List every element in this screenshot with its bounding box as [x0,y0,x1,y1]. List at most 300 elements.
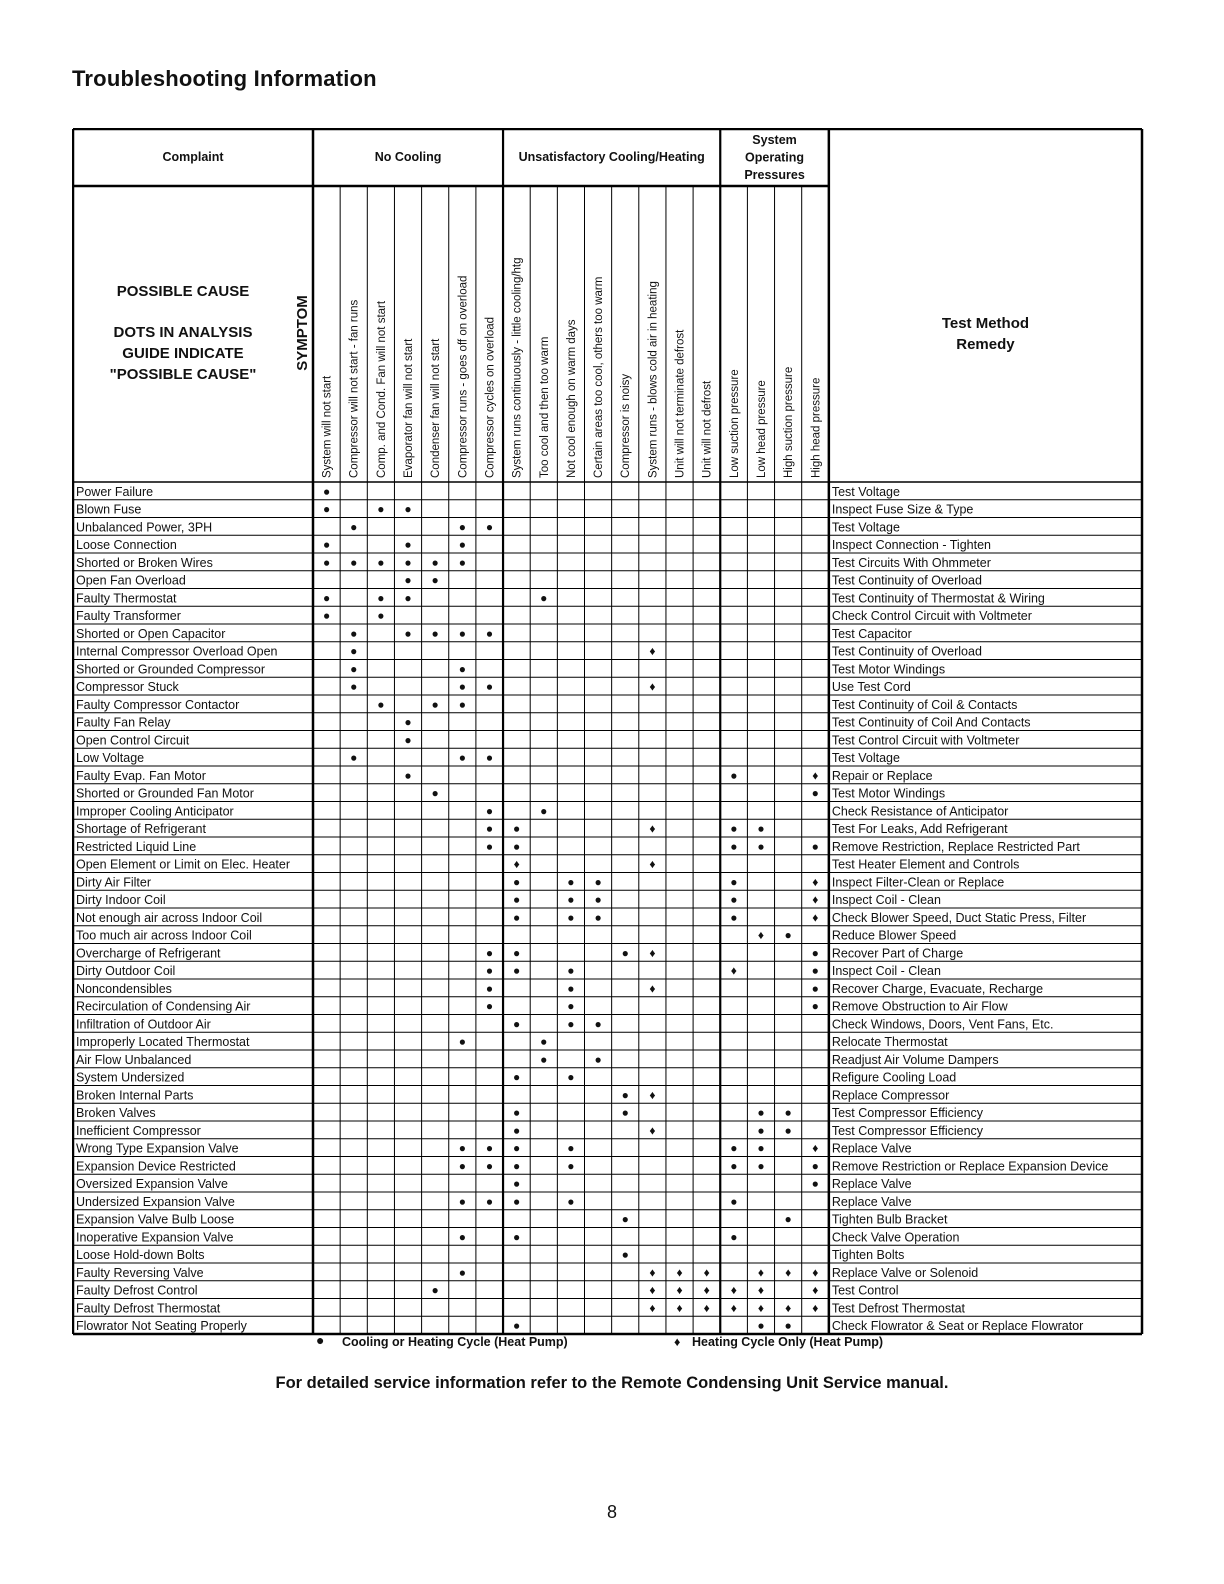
symptom-label: SYMPTOM [294,295,311,371]
symptom-column-label: Unit will not defrost [701,380,714,478]
possible-cause-cell: Inefficient Compressor [76,1123,201,1138]
legend [0,1332,1224,1353]
possible-cause-cell: Too much air across Indoor Coil [76,928,252,943]
diamond-icon: ♦ [812,1141,819,1155]
dot-icon: ● [404,502,412,516]
diamond-icon: ♦ [812,874,819,889]
diamond-icon: ♦ [730,1300,737,1315]
dot-icon: ● [757,1141,765,1155]
dot-icon: ● [621,945,629,960]
diamond-icon: ♦ [649,1265,656,1280]
remedy-cell: Test Continuity of Overload [831,644,982,659]
possible-cause-cell: Faulty Thermostat [76,591,177,606]
remedy-cell: Test Continuity of Coil & Contacts [831,697,1018,712]
dot-icon: ● [404,715,412,729]
diamond-icon: ♦ [812,1265,819,1280]
possible-cause-cell: Oversized Expansion Valve [76,1177,228,1191]
possible-cause-cell: Expansion Device Restricted [76,1159,236,1174]
dot-icon: ● [567,999,575,1013]
complaint-header: Complaint [162,150,224,164]
dot-icon: ● [404,537,412,552]
dot-icon: ● [485,679,494,694]
group-system-pressures: System [752,133,797,147]
possible-cause-cell: Shorted or Open Capacitor [76,626,226,641]
remedy-cell: Test Circuits With Ohmmeter [831,555,991,570]
dot-icon: ● [811,1158,819,1173]
possible-cause-cell: Internal Compressor Overload Open [76,644,278,659]
dot-icon: ● [404,626,412,641]
dot-icon: ● [513,1194,521,1209]
possible-cause-cell: Restricted Liquid Line [76,839,197,854]
possible-cause-cell: Shortage of Refrigerant [76,822,206,836]
remedy-cell: Inspect Connection - Tighten [831,538,991,552]
footer-note: For detailed service information refer to the Remote Condensing Unit Service manual. [275,1374,949,1392]
dot-icon: ● [594,910,602,925]
dot-icon: ● [513,1016,521,1031]
dot-icon: ● [458,519,466,534]
possible-cause-cell: Faulty Compressor Contactor [76,697,240,712]
dot-icon: ● [350,750,358,765]
possible-cause-cell: Dirty Outdoor Coil [76,964,176,978]
dot-icon: ● [513,839,521,854]
dot-icon: ● [594,874,602,889]
dot-icon: ● [458,1265,466,1280]
dot-icon: ● [431,697,439,712]
dot-icon: ● [431,1283,439,1297]
remedy-cell: Repair or Replace [831,768,933,783]
dot-icon: ● [513,1176,521,1191]
dot-icon: ● [540,1052,548,1067]
possible-cause-label: DOTS IN ANALYSIS [113,324,253,341]
dot-icon: ● [350,626,358,641]
remedy-cell: Remove Restriction, Replace Restricted Part [831,839,1080,854]
symptom-column-label: Compressor runs - goes off on overload [457,275,470,478]
diamond-icon: ♦ [785,1265,792,1280]
dot-icon: ● [485,981,494,996]
dot-icon: ● [404,555,412,570]
dot-icon: ● [567,892,575,907]
remedy-cell: Test Control [831,1283,899,1298]
symptom-column-label: High head pressure [810,377,823,478]
symptom-column-label: System will not start [321,375,334,478]
dot-icon: ● [404,573,412,587]
legend-diamond-icon: ♦ [674,1335,681,1349]
dot-icon: ● [513,963,521,978]
dot-icon: ● [757,1123,765,1138]
diamond-icon: ♦ [812,768,819,783]
possible-cause-cell: Shorted or Broken Wires [76,555,213,570]
diamond-icon: ♦ [730,1283,737,1297]
possible-cause-cell: Expansion Valve Bulb Loose [76,1212,235,1227]
diamond-icon: ♦ [812,892,819,907]
remedy-cell: Test Motor Windings [831,662,946,677]
dot-icon: ● [350,555,358,570]
dot-icon: ● [757,1318,765,1333]
dot-icon: ● [730,1229,738,1244]
dot-icon: ● [458,1229,466,1244]
dot-icon: ● [621,1212,629,1226]
remedy-cell: Inspect Coil - Clean [831,964,941,978]
dot-icon: ● [431,786,439,800]
symptom-column-label: Compressor is noisy [620,373,633,478]
dot-icon: ● [350,519,358,534]
possible-cause-cell: Shorted or Grounded Fan Motor [76,786,254,801]
symptom-column-label: System runs - blows cold air in heating [647,281,660,478]
remedy-cell: Remove Obstruction to Air Flow [831,999,1008,1014]
possible-cause-cell: Power Failure [76,484,154,499]
remedy-cell: Check Control Circuit with Voltmeter [831,609,1032,623]
possible-cause-cell: Undersized Expansion Valve [76,1194,235,1209]
remedy-cell: Test Compressor Efficiency [831,1123,984,1138]
dot-icon: ● [594,892,602,907]
diamond-icon: ♦ [649,1283,656,1297]
possible-cause-cell: Infiltration of Outdoor Air [76,1017,211,1032]
dot-icon: ● [513,1229,521,1244]
dot-icon: ● [485,1158,494,1173]
diamond-icon: ♦ [757,1300,765,1315]
dot-icon: ● [485,1194,494,1209]
remedy-cell: Check Flowrator & Seat or Replace Flowrator [831,1319,1084,1333]
dot-icon: ● [458,1141,466,1155]
legend-heating-label: Heating Cycle Only (Heat Pump) [692,1335,884,1349]
dot-icon: ● [404,768,412,783]
possible-cause-cell: Loose Connection [76,538,177,552]
symptom-column-label: Unit will not terminate defrost [674,329,687,478]
possible-cause-cell: Broken Valves [76,1106,156,1120]
dot-icon: ● [513,1123,521,1138]
dot-icon: ● [404,732,412,747]
dot-icon: ● [567,1070,575,1084]
dot-icon: ● [811,839,819,854]
dot-icon: ● [757,1158,765,1173]
dot-icon: ● [513,1070,521,1084]
dot-icon: ● [567,1194,575,1209]
remedy-cell: Check Blower Speed, Duct Static Press, Filter [831,910,1087,925]
diamond-icon: ♦ [676,1283,683,1297]
possible-cause-cell: Wrong Type Expansion Valve [76,1141,239,1156]
diamond-icon: ♦ [703,1300,710,1315]
possible-cause-cell: Faulty Evap. Fan Motor [76,768,206,783]
diamond-icon: ♦ [513,857,520,871]
possible-cause-cell: Improper Cooling Anticipator [76,804,234,819]
dot-icon: ● [784,1123,792,1138]
remedy-cell: Replace Valve [831,1177,912,1191]
remedy-cell: Replace Compressor [831,1088,950,1103]
possible-cause-cell: System Undersized [76,1070,185,1085]
remedy-cell: Test Control Circuit with Voltmeter [831,733,1020,748]
possible-cause-cell: Inoperative Expansion Valve [76,1230,234,1245]
remedy-cell: Test Voltage [831,751,900,765]
diamond-icon: ♦ [757,1283,765,1297]
dot-icon: ● [322,537,331,552]
possible-cause-label: GUIDE INDICATE [122,345,244,362]
dot-icon: ● [730,768,738,783]
symptom-column-label: Evaporator fan will not start [403,338,416,478]
possible-cause-cell: Loose Hold-down Bolts [76,1248,205,1262]
diamond-icon: ♦ [649,857,656,871]
remedy-cell: Reduce Blower Speed [831,928,957,943]
possible-cause-label: "POSSIBLE CAUSE" [109,366,257,383]
remedy-cell: Test For Leaks, Add Refrigerant [831,822,1008,836]
dot-icon: ● [730,874,738,889]
dot-icon: ● [404,590,412,605]
dot-icon: ● [594,1016,602,1031]
remedy-cell: Check Valve Operation [831,1230,960,1245]
symptom-column-label: Too cool and then too warm [538,336,551,478]
symptom-column-label: Low suction pressure [728,369,741,478]
legend-cooling-label: Cooling or Heating Cycle (Heat Pump) [342,1335,568,1349]
dot-icon: ● [567,1158,575,1173]
remedy-cell: Use Test Cord [831,680,911,694]
remedy-cell: Test Voltage [831,484,900,499]
possible-cause-cell: Faulty Defrost Control [76,1283,198,1298]
dot-icon: ● [784,1212,792,1226]
dot-icon: ● [757,821,765,836]
dot-icon: ● [458,1034,466,1049]
possible-cause-cell: Shorted or Grounded Compressor [76,662,265,677]
symptom-column-label: Condenser fan will not start [430,338,443,478]
dot-icon: ● [513,1141,521,1155]
dot-icon: ● [730,1194,738,1209]
dot-icon: ● [350,679,358,694]
dot-icon: ● [811,999,819,1013]
remedy-cell: Relocate Thermostat [831,1035,948,1049]
remedy-cell: Test Continuity of Thermostat & Wiring [831,591,1045,606]
dot-icon: ● [513,892,521,907]
remedy-cell: Tighten Bolts [831,1248,905,1262]
group-unsatisfactory: Unsatisfactory Cooling/Heating [518,150,705,164]
dot-icon: ● [485,821,494,836]
dot-icon: ● [811,981,819,996]
dot-icon: ● [513,874,521,889]
remedy-cell: Test Continuity of Coil And Contacts [831,715,1031,730]
possible-cause-cell: Broken Internal Parts [76,1088,194,1103]
dot-icon: ● [485,999,494,1013]
dot-icon: ● [377,590,385,605]
dot-icon: ● [377,502,385,516]
dot-icon: ● [322,502,331,516]
group-system-pressures: Pressures [744,168,805,182]
dot-icon: ● [458,626,466,641]
dot-icon: ● [621,1087,629,1102]
test-method-header: Test Method [941,315,1030,332]
dot-icon: ● [513,1105,521,1120]
symptom-column-label: Comp. and Cond. Fan will not start [375,300,388,478]
symptom-column-label: System runs continuously - little cooling/htg [511,257,524,478]
diamond-icon: ♦ [649,1123,656,1138]
diamond-icon: ♦ [730,963,737,978]
dot-icon: ● [730,1158,738,1173]
dot-icon: ● [485,839,494,854]
dot-icon: ● [567,1141,575,1155]
dot-icon: ● [730,821,738,836]
diamond-icon: ♦ [649,1300,656,1315]
dot-icon: ● [540,1034,548,1049]
dot-icon: ● [757,839,765,854]
dot-icon: ● [621,1105,629,1120]
possible-cause-cell: Recirculation of Condensing Air [76,999,251,1014]
dot-icon: ● [458,537,466,552]
possible-cause-cell: Open Element or Limit on Elec. Heater [76,857,290,872]
group-no-cooling: No Cooling [374,150,442,164]
possible-cause-cell: Compressor Stuck [76,680,179,694]
diamond-icon: ♦ [812,910,819,925]
dot-icon: ● [431,626,439,641]
dot-icon: ● [377,697,385,712]
dot-icon: ● [485,626,494,641]
dot-icon: ● [458,555,466,570]
dot-icon: ● [594,1052,602,1067]
dot-icon: ● [567,910,575,925]
diamond-icon: ♦ [649,644,656,658]
diamond-icon: ♦ [703,1265,710,1280]
dot-icon: ● [350,661,358,676]
symptom-column-label: Certain areas too cool, others too warm [593,276,606,478]
dot-icon: ● [322,484,331,499]
symptom-column-label: High suction pressure [783,366,796,478]
dot-icon: ● [350,644,358,658]
remedy-cell: Test Voltage [831,520,900,535]
dot-icon: ● [784,928,792,942]
dot-icon: ● [513,1158,521,1173]
dot-icon: ● [567,1016,575,1031]
diamond-icon: ♦ [785,1300,792,1315]
dot-icon: ● [567,963,575,978]
dot-icon: ● [784,1318,792,1333]
diamond-icon: ♦ [649,981,656,996]
possible-cause-cell: Faulty Reversing Valve [76,1265,204,1280]
possible-cause-cell: Blown Fuse [76,502,142,517]
dot-icon: ● [431,573,439,587]
remedy-cell: Check Resistance of Anticipator [831,804,1009,819]
remedy-cell: Readjust Air Volume Dampers [831,1052,999,1067]
possible-cause-cell: Faulty Transformer [76,609,181,623]
remedy-cell: Test Capacitor [831,626,912,641]
dot-icon: ● [458,679,466,694]
dot-icon: ● [485,750,494,765]
remedy-cell: Recover Part of Charge [831,946,964,961]
troubleshooting-chart [72,128,1144,1336]
group-system-pressures: Operating [745,150,805,165]
symptom-column-label: Compressor cycles on overload [484,316,497,478]
possible-cause-cell: Dirty Indoor Coil [76,893,166,907]
dot-icon: ● [458,661,466,676]
dot-icon: ● [757,1105,765,1120]
dot-icon: ● [730,839,738,854]
dot-icon: ● [322,590,331,605]
symptom-column-label: Compressor will not start - fan runs [348,299,361,478]
diamond-icon: ♦ [649,1087,656,1102]
dot-icon: ● [811,945,819,960]
remedy-cell: Inspect Filter-Clean or Replace [831,875,1005,890]
diamond-icon: ♦ [676,1300,683,1315]
possible-cause-cell: Open Control Circuit [76,733,190,748]
dot-icon: ● [485,803,494,818]
symptom-column-label: Not cool enough on warm days [565,319,578,478]
dot-icon: ● [458,1158,466,1173]
remedy-cell: Test Defrost Thermostat [831,1301,966,1316]
dot-icon: ● [377,555,385,570]
possible-cause-cell: Open Fan Overload [76,573,186,588]
dot-icon: ● [784,1105,792,1120]
remedy-cell: Refigure Cooling Load [831,1070,957,1085]
remedy-cell: Inspect Fuse Size & Type [831,502,974,517]
legend-dot-icon: ● [316,1332,325,1348]
possible-cause-cell: Noncondensibles [76,981,172,996]
dot-icon: ● [540,590,548,605]
page-number: 8 [606,1502,617,1522]
diamond-icon: ♦ [812,1283,819,1297]
diamond-icon: ♦ [649,679,656,694]
diamond-icon: ♦ [812,1300,819,1315]
dot-icon: ● [730,1141,738,1155]
diamond-icon: ♦ [703,1283,710,1297]
remedy-cell: Test Continuity of Overload [831,573,982,588]
dot-icon: ● [513,1318,521,1333]
possible-cause-cell: Unbalanced Power, 3PH [76,520,213,535]
dot-icon: ● [431,555,439,570]
possible-cause-cell: Not enough air across Indoor Coil [76,910,263,925]
dot-icon: ● [322,555,331,570]
dot-icon: ● [485,963,494,978]
dot-icon: ● [730,910,738,925]
remedy-cell: Inspect Coil - Clean [831,893,941,907]
remedy-header: Remedy [956,336,1015,353]
dot-icon: ● [513,945,521,960]
dot-icon: ● [621,1247,629,1262]
dot-icon: ● [811,963,819,978]
possible-cause-label: POSSIBLE CAUSE [116,283,250,300]
remedy-cell: Test Motor Windings [831,786,946,801]
possible-cause-cell: Flowrator Not Seating Properly [76,1319,247,1333]
diamond-icon: ♦ [649,821,656,836]
dot-icon: ● [485,1141,494,1155]
remedy-cell: Tighten Bulb Bracket [831,1212,948,1227]
diamond-icon: ♦ [757,1265,765,1280]
page-title: Troubleshooting Information [72,66,377,91]
dot-icon: ● [485,945,494,960]
dot-icon: ● [730,892,738,907]
remedy-cell: Replace Valve or Solenoid [831,1265,979,1280]
possible-cause-cell: Dirty Air Filter [76,875,151,890]
diamond-icon: ♦ [757,928,765,942]
dot-icon: ● [567,981,575,996]
dot-icon: ● [513,910,521,925]
possible-cause-cell: Improperly Located Thermostat [76,1035,250,1049]
dot-icon: ● [811,1176,819,1191]
dot-icon: ● [513,821,521,836]
possible-cause-cell: Low Voltage [76,751,145,765]
dot-icon: ● [458,750,466,765]
remedy-cell: Test Heater Element and Controls [831,857,1020,872]
possible-cause-cell: Air Flow Unbalanced [76,1052,192,1067]
remedy-cell: Replace Valve [831,1141,912,1156]
remedy-cell: Replace Valve [831,1194,912,1209]
possible-cause-cell: Faulty Fan Relay [76,715,171,730]
possible-cause-cell: Faulty Defrost Thermostat [76,1301,221,1316]
dot-icon: ● [567,874,575,889]
remedy-cell: Test Compressor Efficiency [831,1106,984,1120]
diamond-icon: ♦ [649,945,656,960]
dot-icon: ● [458,697,466,712]
dot-icon: ● [540,803,548,818]
possible-cause-cell: Overcharge of Refrigerant [76,946,221,961]
symptom-column-label: Low head pressure [755,380,768,478]
remedy-cell: Recover Charge, Evacuate, Recharge [831,981,1044,996]
dot-icon: ● [811,786,819,800]
dot-icon: ● [322,608,331,623]
dot-icon: ● [485,519,494,534]
